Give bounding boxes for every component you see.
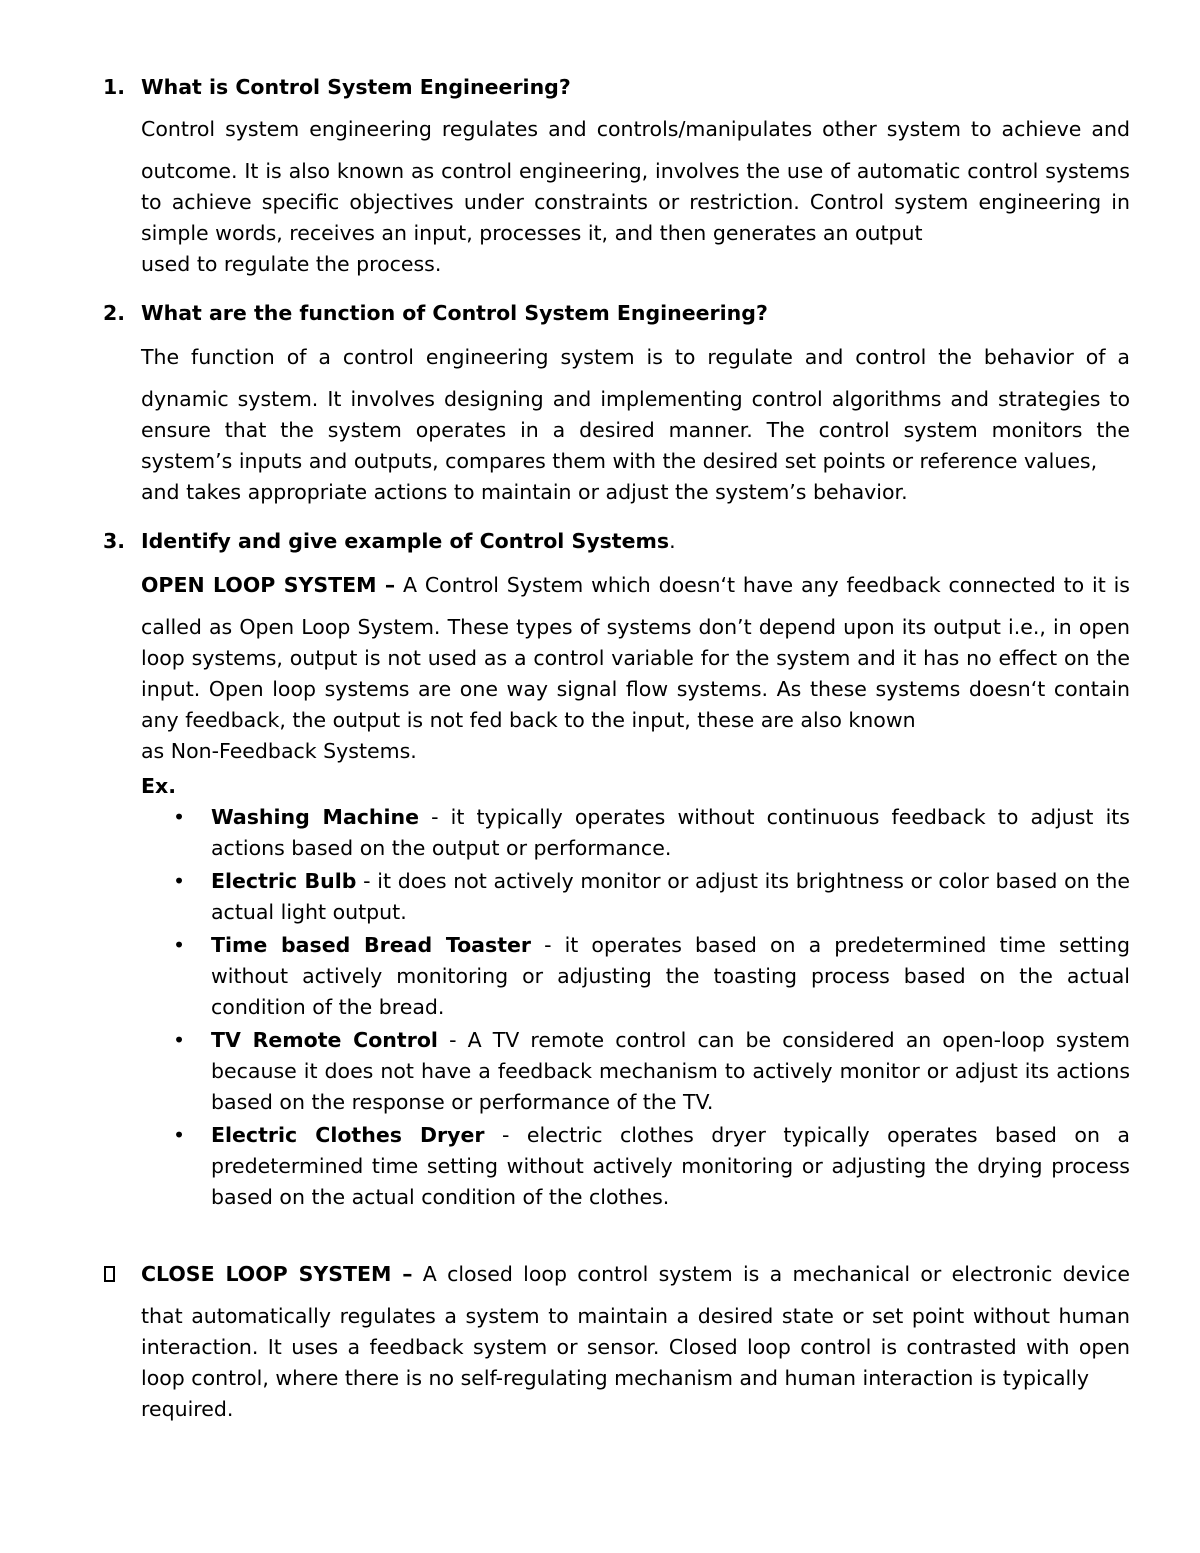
- question-2-heading: [103, 298, 1133, 329]
- answer-first-line: The function of a control engineering system is to regulate and control the behavior of a: [141, 345, 1130, 369]
- bullet-icon: •: [173, 1123, 186, 1147]
- answer-body: outcome. It is also known as control engineering, involves the use of automatic control systems to achieve specific objectives under constraints or restriction. Control system engineering in simple words, receives an input, processes it, and then generates an output: [141, 159, 1130, 245]
- example-description: - A TV remote control can be considered an open-loop system because it does not have a feedback mechanism to actively monitor or adjust its actions based on the response or performance of the TV.: [211, 1028, 1131, 1114]
- open-loop-first-line: [141, 570, 1130, 612]
- open-loop-first-line-text: A Control System which doesn‘t have any feedback connected to it is: [403, 573, 1130, 597]
- open-loop-body: called as Open Loop System. These types of systems don’t depend upon its output i.e., in open loop systems, output is not used as a control variable for the system and it has no effect on the input. Open loop systems are one way signal flow systems. As these systems doesn‘t contain any feedback, the output is not fed back to the input, these are also known: [141, 615, 1130, 732]
- example-label: Ex.: [141, 774, 177, 798]
- example-term: Electric Bulb: [211, 869, 357, 893]
- close-loop-marker-icon: [104, 1266, 115, 1282]
- bullet-icon: •: [173, 869, 186, 893]
- open-loop-examples-list: [173, 802, 1130, 1215]
- example-description: - it typically operates without continuous feedback to adjust its actions based on the output or performance.: [211, 805, 1130, 860]
- open-loop-heading: OPEN LOOP SYSTEM –: [141, 573, 396, 597]
- open-loop-last-line: as Non-Feedback Systems.: [141, 739, 417, 763]
- bullet-icon: •: [173, 1028, 186, 1052]
- example-term: Washing Machine: [211, 805, 420, 829]
- example-description: - it operates based on a predetermined time setting without actively monitoring or adjusting the toasting process based on the actual condition of the bread.: [211, 933, 1130, 1019]
- list-item: [173, 1120, 1130, 1213]
- question-number: 2.: [103, 301, 126, 325]
- example-description: - it does not actively monitor or adjust its brightness or color based on the actual light output.: [211, 869, 1130, 924]
- close-loop-last-line: required.: [141, 1397, 234, 1421]
- question-1-heading: [103, 72, 1133, 103]
- open-loop-paragraph: [141, 570, 1130, 767]
- example-description: - electric clothes dryer typically operates based on a predetermined time setting without actively monitoring or adjusting the drying process based on the actual condition of the clothes.: [211, 1123, 1130, 1209]
- bullet-icon: •: [173, 933, 186, 957]
- example-term: Time based Bread Toaster: [211, 933, 532, 957]
- question-number: 1.: [103, 75, 126, 99]
- answer-first-line: Control system engineering regulates and controls/manipulates other system to achieve and: [141, 117, 1130, 141]
- question-title: What is Control System Engineering?: [141, 75, 571, 99]
- bullet-icon: •: [173, 805, 186, 829]
- close-loop-first-line: [141, 1259, 1130, 1301]
- answer-1: [141, 114, 1130, 280]
- close-loop-first-line-text: A closed loop control system is a mechanical or electronic device: [422, 1262, 1130, 1286]
- example-term: TV Remote Control: [211, 1028, 438, 1052]
- answer-body: dynamic system. It involves designing and implementing control algorithms and strategies to ensure that the system operates in a desired manner. The control system monitors the system’s inputs and outputs, compares them with the desired set points or reference values,: [141, 387, 1130, 473]
- list-item: [173, 1025, 1130, 1118]
- close-loop-paragraph: [141, 1259, 1130, 1425]
- question-title: Identify and give example of Control Systems: [141, 529, 670, 553]
- answer-last-line: and takes appropriate actions to maintain or adjust the system’s behavior.: [141, 480, 908, 504]
- example-term: Electric Clothes Dryer: [211, 1123, 485, 1147]
- answer-last-line: used to regulate the process.: [141, 252, 442, 276]
- question-number: 3.: [103, 529, 126, 553]
- question-title: What are the function of Control System Engineering?: [141, 301, 768, 325]
- question-title-period: .: [669, 529, 676, 553]
- close-loop-body: that automatically regulates a system to maintain a desired state or set point without human interaction. It uses a feedback system or sensor. Closed loop control is contrasted with open loop control, where there is no self-regulating mechanism and human interaction is typically: [141, 1304, 1130, 1390]
- question-3-heading: [103, 526, 1133, 557]
- answer-2: [141, 342, 1130, 508]
- list-item: [173, 802, 1130, 864]
- list-item: [173, 930, 1130, 1023]
- list-item: [173, 866, 1130, 928]
- close-loop-heading: CLOSE LOOP SYSTEM –: [141, 1262, 413, 1286]
